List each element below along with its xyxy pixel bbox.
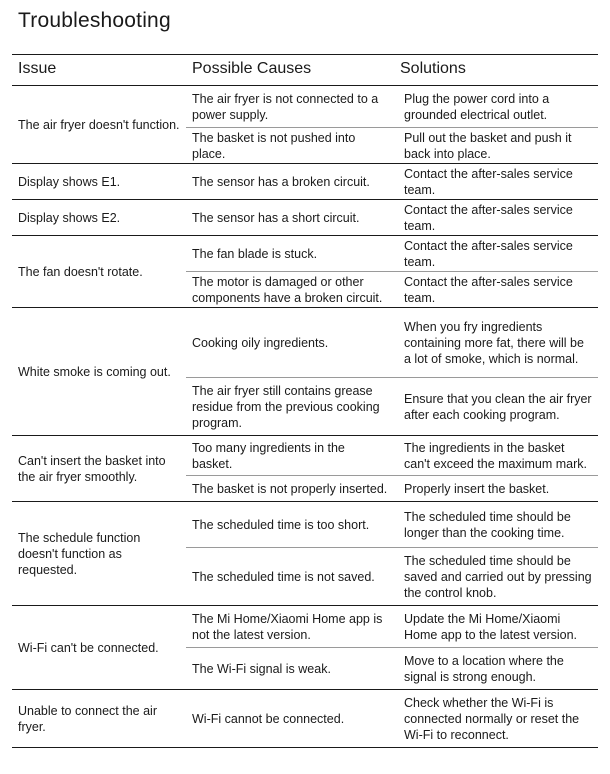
issue-cell: White smoke is coming out. — [12, 308, 186, 436]
solution-cell: Ensure that you clean the air fryer after each cooking program. — [394, 378, 598, 436]
solution-cell: Properly insert the basket. — [394, 476, 598, 502]
issue-cell: Display shows E1. — [12, 164, 186, 200]
cause-cell: The motor is damaged or other components have a broken circuit. — [186, 272, 394, 308]
cause-cell: Cooking oily ingredients. — [186, 308, 394, 378]
cause-cell: The air fryer still contains grease residue from the previous cooking program. — [186, 378, 394, 436]
solution-cell: When you fry ingredients containing more fat, there will be a lot of smoke, which is normal. — [394, 308, 598, 378]
cause-cell: The sensor has a broken circuit. — [186, 164, 394, 200]
table-row — [12, 236, 598, 272]
cause-cell: Wi-Fi cannot be connected. — [186, 690, 394, 748]
cause-cell: The Mi Home/Xiaomi Home app is not the latest version. — [186, 606, 394, 648]
cause-cell: The air fryer is not connected to a power supply. — [186, 86, 394, 128]
cause-cell: The scheduled time is too short. — [186, 502, 394, 548]
table-row — [12, 86, 598, 128]
table-body — [12, 86, 598, 748]
header-causes: Possible Causes — [186, 55, 394, 86]
table-row — [12, 690, 598, 748]
solution-cell: Move to a location where the signal is strong enough. — [394, 648, 598, 690]
solution-cell: The ingredients in the basket can't exceed the maximum mark. — [394, 436, 598, 476]
table-header-row — [12, 55, 598, 86]
solution-cell: Contact the after-sales service team. — [394, 200, 598, 236]
cause-cell: Too many ingredients in the basket. — [186, 436, 394, 476]
issue-cell: Display shows E2. — [12, 200, 186, 236]
solution-cell: Contact the after-sales service team. — [394, 272, 598, 308]
issue-cell: The fan doesn't rotate. — [12, 236, 186, 308]
table-row — [12, 200, 598, 236]
cause-cell: The scheduled time is not saved. — [186, 548, 394, 606]
issue-cell: Wi-Fi can't be connected. — [12, 606, 186, 690]
solution-cell: Update the Mi Home/Xiaomi Home app to the latest version. — [394, 606, 598, 648]
solution-cell: Contact the after-sales service team. — [394, 164, 598, 200]
issue-cell: The schedule function doesn't function as requested. — [12, 502, 186, 606]
cause-cell: The basket is not properly inserted. — [186, 476, 394, 502]
solution-cell: The scheduled time should be saved and carried out by pressing the control knob. — [394, 548, 598, 606]
cause-cell: The Wi-Fi signal is weak. — [186, 648, 394, 690]
cause-cell: The sensor has a short circuit. — [186, 200, 394, 236]
header-issue: Issue — [12, 55, 186, 86]
solution-cell: Plug the power cord into a grounded electrical outlet. — [394, 86, 598, 128]
table-row — [12, 308, 598, 378]
issue-cell: The air fryer doesn't function. — [12, 86, 186, 164]
solution-cell: Pull out the basket and push it back into place. — [394, 128, 598, 164]
cause-cell: The fan blade is stuck. — [186, 236, 394, 272]
page-title: Troubleshooting — [18, 9, 171, 32]
solution-cell: Check whether the Wi-Fi is connected normally or reset the Wi-Fi to reconnect. — [394, 690, 598, 748]
table-row — [12, 502, 598, 548]
header-solutions: Solutions — [394, 55, 598, 86]
table-row — [12, 606, 598, 648]
issue-cell: Unable to connect the air fryer. — [12, 690, 186, 748]
solution-cell: Contact the after-sales service team. — [394, 236, 598, 272]
issue-cell: Can't insert the basket into the air fryer smoothly. — [12, 436, 186, 502]
table-row — [12, 164, 598, 200]
table-row — [12, 436, 598, 476]
troubleshooting-table — [12, 54, 598, 748]
cause-cell: The basket is not pushed into place. — [186, 128, 394, 164]
solution-cell: The scheduled time should be longer than the cooking time. — [394, 502, 598, 548]
